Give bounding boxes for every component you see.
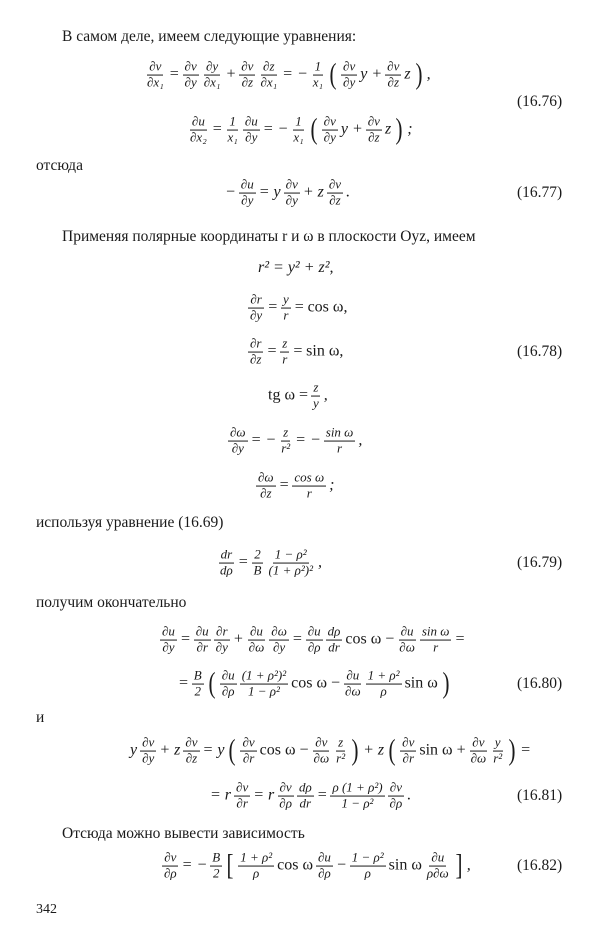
equation-16-78-line5 bbox=[228, 426, 362, 457]
denominator: (1 + ρ²)² bbox=[268, 562, 313, 578]
math-function: sin ω bbox=[388, 857, 422, 874]
fraction bbox=[256, 471, 276, 502]
math-text: + z bbox=[302, 184, 324, 201]
bracket: ) bbox=[508, 734, 516, 767]
denominator: r bbox=[433, 639, 439, 655]
denominator: B bbox=[253, 562, 262, 578]
denominator: ∂y bbox=[245, 129, 258, 145]
numerator: cos ω bbox=[294, 469, 325, 485]
denominator: ∂x₂ bbox=[190, 129, 207, 145]
numerator: ∂u bbox=[221, 667, 235, 683]
denominator: 2 bbox=[194, 683, 202, 699]
numerator: 1 bbox=[295, 113, 302, 129]
math-text: = bbox=[179, 631, 191, 648]
fraction bbox=[238, 851, 274, 882]
page-number: 342 bbox=[36, 902, 57, 917]
fraction bbox=[258, 60, 279, 91]
denominator: ∂y bbox=[184, 74, 197, 90]
denominator: dr bbox=[328, 639, 340, 655]
denominator: dr bbox=[299, 795, 312, 811]
denominator: r bbox=[337, 440, 343, 456]
denominator: ∂z bbox=[241, 74, 254, 90]
math-text: = bbox=[292, 343, 304, 360]
denominator: ρ∂ω bbox=[426, 865, 449, 881]
equation-number: (16.78) bbox=[517, 343, 563, 360]
denominator: ∂x₁ bbox=[147, 74, 164, 90]
fraction bbox=[366, 115, 382, 146]
denominator: ∂y bbox=[272, 639, 286, 655]
denominator: ∂ρ bbox=[307, 639, 321, 655]
numerator: z bbox=[338, 734, 344, 750]
denominator: ∂y bbox=[162, 639, 175, 655]
math-function: cos ω bbox=[277, 857, 313, 874]
numerator: ∂r bbox=[250, 291, 262, 307]
denominator: ∂r bbox=[242, 750, 255, 766]
numerator: sin ω bbox=[421, 623, 450, 639]
fraction bbox=[248, 337, 263, 368]
numerator: 1 − ρ² bbox=[351, 849, 384, 865]
denominator: ∂x₁ bbox=[203, 74, 221, 90]
numerator: 1 bbox=[314, 58, 322, 74]
math-text: = bbox=[293, 299, 305, 316]
fraction bbox=[247, 625, 267, 656]
numerator: z bbox=[282, 335, 288, 351]
numerator: ∂v bbox=[285, 176, 298, 192]
bracket: ) bbox=[351, 734, 359, 767]
numerator: ∂v bbox=[164, 849, 177, 865]
math-text: y bbox=[130, 742, 138, 759]
fraction bbox=[162, 851, 179, 882]
paragraph-hence: Отсюда можно вывести зависимость bbox=[62, 825, 305, 842]
fraction bbox=[425, 851, 451, 882]
denominator: ∂ρ bbox=[221, 683, 235, 699]
math-text: = − bbox=[282, 66, 308, 83]
fraction bbox=[334, 736, 347, 767]
math-text: = bbox=[237, 554, 249, 571]
denominator: ∂y bbox=[231, 440, 244, 456]
fraction bbox=[192, 669, 204, 700]
math-text: = − bbox=[295, 432, 321, 449]
equation-number: (16.77) bbox=[517, 184, 563, 201]
fraction bbox=[366, 669, 402, 700]
numerator: ∂u bbox=[250, 623, 263, 639]
numerator: dr bbox=[220, 546, 233, 562]
paragraph-and: и bbox=[36, 709, 45, 726]
equation-number: (16.82) bbox=[517, 857, 563, 874]
fraction bbox=[280, 337, 289, 368]
numerator: ∂u bbox=[307, 623, 321, 639]
numerator: y bbox=[283, 291, 289, 307]
numerator: ∂v bbox=[149, 58, 162, 74]
fraction bbox=[312, 736, 332, 767]
fraction bbox=[269, 625, 289, 656]
equation-16-81-line2 bbox=[210, 781, 411, 812]
numerator: ∂r bbox=[216, 623, 228, 639]
denominator: x₁ bbox=[227, 129, 238, 145]
denominator: r² bbox=[336, 750, 346, 766]
math-text: = bbox=[454, 631, 466, 648]
numerator: ∂u bbox=[431, 849, 445, 865]
numerator: ∂ω bbox=[271, 623, 287, 639]
denominator: ∂y bbox=[215, 639, 228, 655]
fraction bbox=[311, 60, 325, 91]
equation-16-79 bbox=[218, 548, 322, 579]
fraction bbox=[202, 60, 223, 91]
math-text: = y bbox=[202, 742, 225, 759]
fraction bbox=[194, 625, 211, 656]
numerator: ∂v bbox=[242, 734, 255, 750]
numerator: ∂u bbox=[346, 667, 360, 683]
numerator: ∂u bbox=[244, 113, 258, 129]
equation-16-78-line3 bbox=[248, 337, 343, 368]
fraction bbox=[239, 178, 256, 209]
denominator: ∂z bbox=[260, 485, 272, 501]
denominator: 2 bbox=[212, 865, 220, 881]
denominator: ρ bbox=[253, 865, 260, 881]
fraction bbox=[218, 548, 235, 579]
fraction bbox=[220, 669, 237, 700]
fraction bbox=[397, 625, 417, 656]
math-text: y + bbox=[360, 66, 383, 83]
math-text: = r bbox=[253, 787, 275, 804]
bracket: ( bbox=[329, 58, 337, 91]
numerator: ∂v bbox=[185, 734, 198, 750]
denominator: ∂z bbox=[329, 192, 341, 208]
fraction bbox=[277, 781, 294, 812]
numerator: ∂v bbox=[142, 734, 155, 750]
math-text: = bbox=[267, 299, 278, 316]
fraction bbox=[228, 426, 248, 457]
numerator: 1 + ρ² bbox=[240, 849, 273, 865]
math-text: = bbox=[266, 343, 278, 360]
math-text: − bbox=[225, 184, 236, 201]
bracket: ( bbox=[388, 734, 396, 767]
numerator: 1 bbox=[229, 113, 236, 129]
denominator: r² bbox=[281, 440, 291, 456]
denominator: ∂ρ bbox=[389, 795, 403, 811]
numerator: ∂v bbox=[472, 734, 485, 750]
math-text: = bbox=[316, 787, 328, 804]
denominator: ∂z bbox=[185, 750, 198, 766]
math-text: z bbox=[404, 66, 411, 83]
math-text: = bbox=[291, 631, 303, 648]
equation-number: (16.76) bbox=[517, 93, 563, 110]
math-text: , bbox=[426, 66, 431, 83]
numerator: ∂ω bbox=[230, 424, 246, 440]
bracket: ) bbox=[415, 58, 423, 91]
equation-16-76-line2 bbox=[188, 115, 413, 146]
bracket: ) bbox=[395, 113, 403, 146]
numerator: ∂ω bbox=[258, 469, 274, 485]
fraction bbox=[420, 625, 452, 656]
denominator: ∂y bbox=[343, 74, 356, 90]
equation-16-80-line2 bbox=[178, 669, 451, 700]
equation-16-76-line1 bbox=[145, 60, 431, 91]
fraction bbox=[292, 471, 326, 502]
fraction bbox=[326, 625, 343, 656]
math-text: = − bbox=[250, 432, 277, 449]
math-text: = bbox=[168, 66, 180, 83]
equation-16-78-line1 bbox=[258, 259, 334, 277]
math-function: cos ω − bbox=[291, 675, 341, 692]
numerator: ∂z bbox=[263, 58, 275, 74]
denominator: r bbox=[306, 485, 312, 501]
denominator: ρ bbox=[380, 683, 387, 699]
equation-number: (16.80) bbox=[517, 675, 563, 692]
math-text: , bbox=[323, 387, 328, 404]
paragraph-finally: получим окончательно bbox=[36, 594, 187, 611]
denominator: ∂ω bbox=[399, 639, 415, 655]
bracket: [ bbox=[226, 849, 234, 882]
denominator: x₁ bbox=[312, 74, 324, 90]
numerator: ∂v bbox=[402, 734, 415, 750]
math-function: sin ω bbox=[404, 675, 438, 692]
fraction bbox=[183, 60, 199, 91]
denominator: r² bbox=[493, 750, 503, 766]
paragraph-polar: Применяя полярные координаты r и ω в плоскости Oyz, имеем bbox=[62, 228, 476, 245]
equation-16-78-line6 bbox=[256, 471, 335, 502]
math-text: = bbox=[520, 742, 531, 759]
denominator: ∂y bbox=[323, 129, 336, 145]
numerator: ∂v bbox=[241, 58, 254, 74]
numerator: ∂u bbox=[400, 623, 414, 639]
numerator: ∂u bbox=[318, 849, 331, 865]
equation-16-77 bbox=[225, 178, 350, 209]
fraction bbox=[306, 625, 323, 656]
math-text: + z bbox=[363, 742, 385, 759]
bracket: ( bbox=[228, 734, 236, 767]
bracket: ( bbox=[310, 113, 318, 146]
denominator: ∂ω bbox=[248, 639, 265, 655]
numerator: sin ω bbox=[325, 424, 354, 440]
math-text: , bbox=[358, 432, 363, 449]
numerator: 1 + ρ² bbox=[367, 667, 400, 683]
fraction bbox=[210, 851, 222, 882]
math-function: sin ω + bbox=[419, 742, 466, 759]
math-function: cos ω − bbox=[259, 742, 309, 759]
numerator: 2 bbox=[254, 546, 261, 562]
math-text: = bbox=[278, 477, 290, 494]
fraction bbox=[291, 115, 305, 146]
math-text: . bbox=[407, 787, 412, 804]
paragraph-intro: В самом деле, имеем следующие уравнения: bbox=[62, 28, 357, 45]
fraction bbox=[267, 548, 315, 579]
math-function: cos ω, bbox=[307, 299, 348, 316]
denominator: ∂ρ bbox=[318, 865, 331, 881]
denominator: 1 − ρ² bbox=[341, 795, 374, 811]
numerator: ∂u bbox=[191, 113, 205, 129]
fraction bbox=[145, 60, 166, 91]
bracket: ( bbox=[208, 667, 216, 700]
denominator: ∂r bbox=[196, 639, 208, 655]
denominator: ∂ω bbox=[345, 683, 361, 699]
fraction bbox=[279, 426, 292, 457]
numerator: ∂v bbox=[389, 779, 402, 795]
equation-16-81-line1 bbox=[130, 736, 531, 767]
denominator: ∂y bbox=[142, 750, 155, 766]
numerator: ∂v bbox=[367, 113, 380, 129]
numerator: ∂v bbox=[315, 734, 328, 750]
denominator: ∂z bbox=[368, 129, 380, 145]
fraction bbox=[252, 548, 264, 579]
math-text: , bbox=[317, 554, 322, 571]
numerator: ∂u bbox=[240, 176, 254, 192]
paragraph-otsyuda: отсюда bbox=[36, 157, 83, 174]
fraction bbox=[234, 781, 250, 812]
denominator: ∂y bbox=[241, 192, 254, 208]
fraction bbox=[226, 115, 240, 146]
denominator: ∂ρ bbox=[164, 865, 177, 881]
fraction bbox=[140, 736, 156, 767]
fraction bbox=[311, 381, 321, 412]
fraction bbox=[322, 115, 338, 146]
denominator: ∂r bbox=[402, 750, 414, 766]
fraction bbox=[341, 60, 357, 91]
denominator: ρ bbox=[364, 865, 371, 881]
bracket: ) bbox=[442, 667, 450, 700]
equation-number: (16.79) bbox=[517, 554, 563, 571]
math-text: = bbox=[211, 121, 223, 138]
fraction bbox=[281, 293, 291, 324]
denominator: ∂z bbox=[387, 74, 399, 90]
math-text: + bbox=[225, 66, 237, 83]
denominator: ∂x₁ bbox=[260, 74, 278, 90]
fraction bbox=[297, 781, 314, 812]
math-text: z bbox=[384, 121, 392, 138]
numerator: ∂u bbox=[195, 623, 209, 639]
fraction bbox=[239, 60, 255, 91]
denominator: ∂z bbox=[250, 351, 262, 367]
fraction bbox=[327, 178, 343, 209]
fraction bbox=[388, 781, 405, 812]
numerator: ∂v bbox=[387, 58, 400, 74]
denominator: ∂ρ bbox=[279, 795, 292, 811]
math-text: − bbox=[335, 857, 347, 874]
denominator: x₁ bbox=[293, 129, 304, 145]
denominator: y bbox=[313, 395, 319, 411]
numerator: B bbox=[212, 849, 221, 865]
math-text: = y bbox=[258, 184, 281, 201]
numerator: B bbox=[193, 667, 202, 683]
equation-number: (16.81) bbox=[517, 787, 563, 804]
fraction bbox=[240, 669, 288, 700]
equation-16-78-line4 bbox=[268, 381, 328, 412]
numerator: z bbox=[283, 424, 289, 440]
fraction bbox=[248, 293, 264, 324]
numerator: dρ bbox=[298, 779, 312, 795]
fraction bbox=[160, 625, 177, 656]
math-text: = r bbox=[210, 787, 232, 804]
math-text: y + bbox=[340, 121, 363, 138]
numerator: ∂y bbox=[205, 58, 219, 74]
math-text: r² = y² + z², bbox=[258, 259, 334, 276]
paragraph-using: используя уравнение (16.69) bbox=[36, 514, 224, 531]
bracket: ] bbox=[455, 849, 463, 882]
fraction bbox=[385, 60, 401, 91]
numerator: (1 + ρ²)² bbox=[241, 667, 287, 683]
fraction bbox=[343, 669, 363, 700]
numerator: ∂u bbox=[162, 623, 175, 639]
math-function: sin ω, bbox=[306, 343, 344, 360]
denominator: ∂ω bbox=[470, 750, 487, 766]
numerator: ρ (1 + ρ²) bbox=[332, 779, 383, 795]
denominator: r bbox=[283, 307, 289, 323]
denominator: ∂y bbox=[285, 192, 298, 208]
fraction bbox=[183, 736, 199, 767]
fraction bbox=[350, 851, 386, 882]
denominator: dρ bbox=[220, 562, 233, 578]
numerator: ∂v bbox=[343, 58, 356, 74]
numerator: z bbox=[313, 379, 319, 395]
fraction bbox=[214, 625, 230, 656]
equation-16-82 bbox=[162, 851, 471, 882]
math-text: = − bbox=[181, 857, 208, 874]
equation-16-80-line1 bbox=[160, 625, 465, 656]
denominator: r bbox=[282, 351, 288, 367]
fraction bbox=[400, 736, 416, 767]
math-text: + bbox=[232, 631, 244, 648]
numerator: dρ bbox=[327, 623, 341, 639]
numerator: ∂v bbox=[323, 113, 336, 129]
math-text: = bbox=[178, 675, 189, 692]
denominator: ∂r bbox=[236, 795, 248, 811]
math-text: + z bbox=[159, 742, 181, 759]
equation-16-78-line2 bbox=[248, 293, 347, 324]
math-function: tg ω = bbox=[268, 387, 308, 404]
numerator: 1 − ρ² bbox=[274, 546, 307, 562]
denominator: ∂ω bbox=[313, 750, 330, 766]
math-text: ; bbox=[329, 477, 335, 494]
math-function: cos ω − bbox=[345, 631, 395, 648]
numerator: y bbox=[494, 734, 501, 750]
math-text: , bbox=[466, 857, 471, 874]
fraction bbox=[469, 736, 489, 767]
fraction bbox=[316, 851, 333, 882]
fraction bbox=[330, 781, 384, 812]
denominator: 1 − ρ² bbox=[247, 683, 280, 699]
math-text: = − bbox=[262, 121, 289, 138]
math-text: . bbox=[346, 184, 351, 201]
fraction bbox=[284, 178, 300, 209]
denominator: ∂y bbox=[250, 307, 263, 323]
fraction bbox=[491, 736, 504, 767]
numerator: ∂v bbox=[236, 779, 249, 795]
numerator: ∂v bbox=[279, 779, 292, 795]
numerator: ∂v bbox=[184, 58, 197, 74]
fraction bbox=[243, 115, 260, 146]
fraction bbox=[324, 426, 356, 457]
fraction bbox=[188, 115, 209, 146]
math-text: ; bbox=[407, 121, 413, 138]
fraction bbox=[240, 736, 256, 767]
numerator: ∂v bbox=[328, 176, 342, 192]
numerator: ∂r bbox=[250, 335, 262, 351]
